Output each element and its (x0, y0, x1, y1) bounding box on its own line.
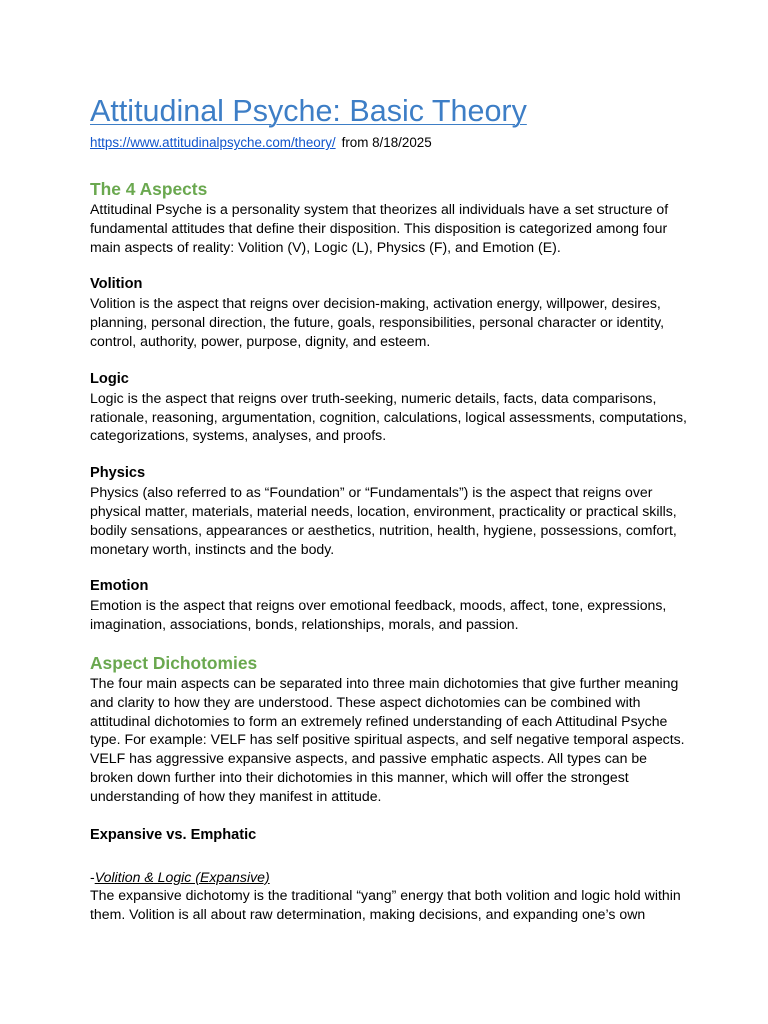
emotion-paragraph: Emotion is the aspect that reigns over emotional feedback, moods, affect, tone, expressions, imagination, associations, bonds, relationships, morals, and passion. (90, 597, 667, 633)
subheading-logic: Logic (90, 370, 129, 387)
section-heading-dichotomies: Aspect Dichotomies (90, 652, 258, 673)
aspects-intro-paragraph: Attitudinal Psyche is a personality system that theorizes all individuals have a set structure of fundamental attitudes that define their disposition. This disposition is categorized among four main aspects of reality: Volition (V), Logic (L), Physics (F), and Emotion (E). (90, 201, 669, 255)
source-line (90, 134, 690, 152)
dichotomies-paragraph: The four main aspects can be separated into three main dichotomies that give further meaning and clarity to how they are understood. These aspect dichotomies can be combined with attitudinal dichotomies to form an extremely refined understanding of each Attitudinal Psyche type. For example: VELF has self positive spiritual aspects, and self negative temporal aspects. VELF has aggressive expansive aspects, and passive emphatic aspects. All types can be broken down further into their dichotomies in this manner, which will offer the strongest understanding of how they manifest in attitude. (90, 674, 685, 804)
section-heading-aspects: The 4 Aspects (90, 179, 208, 199)
logic-paragraph: Logic is the aspect that reigns over truth-seeking, numeric details, facts, data comparisons, rationale, reasoning, argumentation, cognition, calculations, logical assessments, computations, categorizations, systems, analyses, and proofs. (90, 389, 687, 444)
document-content (90, 92, 690, 924)
physics-paragraph: Physics (also referred to as “Foundation” or “Fundamentals”) is the aspect that reigns over physical matter, materials, material needs, location, environment, practicality or practical skills, bodily sensations, appearances or aesthetics, nutrition, health, hygiene, possessions, comfort, monetary worth, instincts and the body. (90, 484, 677, 557)
source-link[interactable]: https://www.attitudinalpsyche.com/theory/ (90, 135, 336, 150)
volition-paragraph: Volition is the aspect that reigns over decision-making, activation energy, willpower, desires, planning, personal direction, the future, goals, responsibilities, personal character or identity, control, authority, power, purpose, dignity, and esteem. (90, 295, 664, 349)
subheading-volition: Volition (90, 276, 143, 293)
subheading-expansive-emphatic: Expansive vs. Emphatic (90, 826, 257, 843)
subsection-volition-logic-label: Volition & Logic (Expansive) (94, 868, 270, 885)
subheading-emotion: Emotion (90, 578, 149, 595)
source-date: from 8/18/2025 (341, 135, 432, 150)
expansive-paragraph: The expansive dichotomy is the traditional “yang” energy that both volition and logic hold within them. Volition is all about raw determination, making decisions, and expanding one’s own (90, 887, 681, 923)
subsection-label (90, 868, 690, 887)
subsection-prefix: - (90, 868, 95, 885)
page-title: Attitudinal Psyche: Basic Theory (90, 94, 527, 128)
subheading-physics: Physics (90, 465, 146, 482)
